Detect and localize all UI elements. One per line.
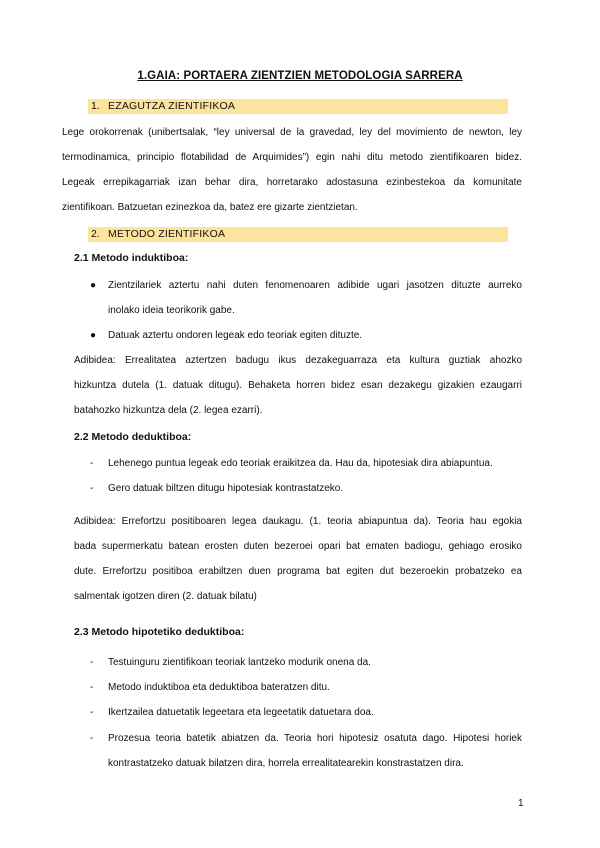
- bullet-marker: ●: [90, 280, 97, 291]
- paragraph-line: Lege orokorrenak (unibertsalak, “ley universal de la gravedad, ley del movimiento de newton, ley: [62, 127, 522, 138]
- paragraph-line: termodinamica, principio flotabilidad de Arquimides”) egin nahi ditu metodo zientifikoaren bidez.: [62, 152, 522, 163]
- list-item-line: Ikertzailea datuetatik legeetara eta legeetatik datuetara doa.: [108, 707, 374, 718]
- paragraph-line: dute. Errefortzu positiboa erabiltzen duen programa bat egiten dut bezeroekin probatzeko ea: [74, 566, 522, 577]
- list-item-line: kontrastatzeko datuak bilatzen dira, horrela errealitatearekin konstrastatzen dira.: [108, 758, 464, 769]
- list-item-line: Lehenego puntua legeak edo teoriak eraikitzea da. Hau da, hipotesiak dira abiapuntua.: [108, 458, 493, 469]
- section-heading-metodo: [88, 227, 508, 242]
- list-item-line: inolako ideia teorikorik gabe.: [108, 305, 235, 316]
- dash-marker: -: [90, 657, 94, 668]
- list-item-line: Datuak aztertu ondoren legeak edo teoriak egiten dituzte.: [108, 330, 363, 341]
- section-number: 1.: [91, 100, 100, 112]
- paragraph-line: Adibidea: Errefortzu positiboaren legea daukagu. (1. teoria abiapuntua da). Teoria hau egokia: [74, 516, 522, 527]
- page-title: 1.GAIA: PORTAERA ZIENTZIEN METODOLOGIA SARRERA: [137, 70, 463, 82]
- list-item-line: Prozesua teoria batetik abiatzen da. Teoria hori hipotesiz osatuta dago. Hipotesi horiek: [108, 733, 522, 744]
- subheading-hipotetiko: 2.3 Metodo hipotetiko deduktiboa:: [74, 626, 245, 638]
- paragraph-line: bada supermerkatu batean erosten duten bezeroei opari bat ematen badiogu, gehiago erosiko: [74, 541, 522, 552]
- inductive-example-paragraph: [74, 348, 522, 423]
- section-heading-text: EZAGUTZA ZIENTIFIKOA: [108, 100, 236, 112]
- list-item-line: Metodo induktiboa eta deduktiboa bateratzen ditu.: [108, 682, 330, 693]
- paragraph-line: batahozko hizkuntza dela (2. legea ezarri).: [74, 405, 263, 416]
- section-number: 2.: [91, 228, 100, 240]
- dash-marker: -: [90, 483, 94, 494]
- subheading-induktiboa: 2.1 Metodo induktiboa:: [74, 252, 189, 264]
- list-item-line: Zientzilariek aztertu nahi duten fenomenoaren adibide ugari jasotzen dituzte aurreko: [108, 280, 522, 291]
- deductive-example-paragraph: [74, 509, 522, 609]
- dash-marker: -: [90, 458, 94, 469]
- paragraph-line: Legeak errepikagarriak izan behar dira, horretarako adostasuna ezinbestekoa da komunitate: [62, 177, 522, 188]
- section-heading-ezagutza: [88, 99, 508, 114]
- list-item-line: Gero datuak biltzen ditugu hipotesiak kontrastatzeko.: [108, 483, 344, 494]
- list-item-line: Testuinguru zientifikoan teoriak lantzeko modurik onena da.: [108, 657, 371, 668]
- paragraph-line: zientifikoan. Batzuetan ezinezkoa da, batez ere gizarte zientzietan.: [62, 202, 358, 213]
- paragraph-line: Adibidea: Errealitatea aztertzen badugu ikus dezakeguarraza eta kultura guztiak ahozko: [74, 355, 522, 366]
- dash-marker: -: [90, 682, 94, 693]
- dash-marker: -: [90, 733, 94, 744]
- subheading-deduktiboa: 2.2 Metodo deduktiboa:: [74, 431, 192, 443]
- bullet-marker: ●: [90, 330, 97, 341]
- section1-paragraph: [62, 120, 522, 220]
- paragraph-line: salmentak igotzen diren (2. datuak bilatu): [74, 591, 257, 602]
- paragraph-line: hizkuntza dutela (1. datuak ditugu). Behaketa horren bidez esan dezakegu gizakien ezaugarri: [74, 380, 522, 391]
- page-number: 1: [518, 798, 524, 809]
- section-heading-text: METODO ZIENTIFIKOA: [108, 228, 226, 240]
- dash-marker: -: [90, 707, 94, 718]
